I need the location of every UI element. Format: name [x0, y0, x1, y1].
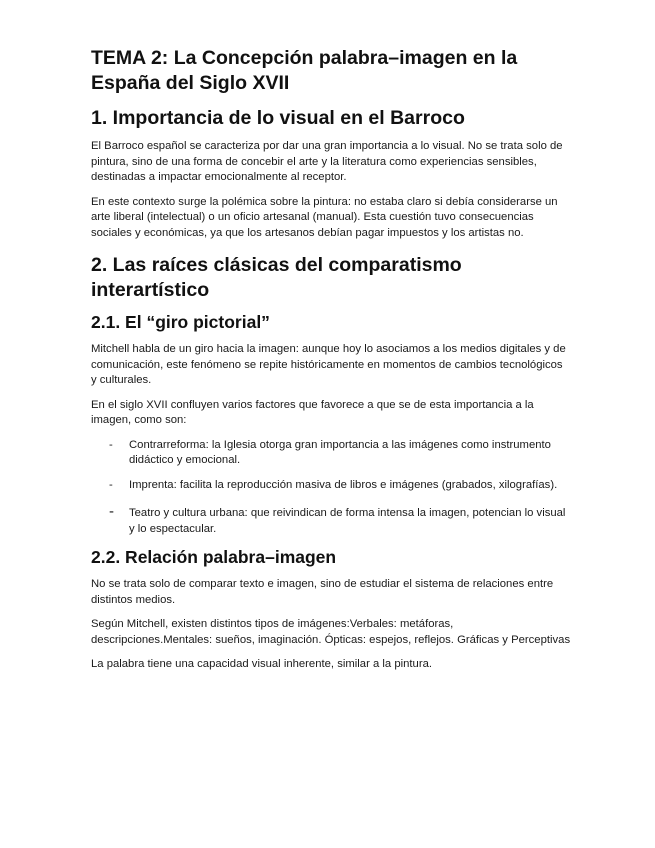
list-item [91, 503, 571, 537]
section-1-paragraph-2: En este contexto surge la polémica sobre la pintura: no estaba claro si debía considerarse un arte liberal (intelectual) o un oficio artesanal (manual). Esta cuestión tuvo consecuencias sociales y económicas, ya que los artesanos debían pagar impuestos y los artistas no. [91, 195, 558, 239]
section-2-1-paragraph-2: En el siglo XVII confluyen varios factores que favorece a que se de esta importancia a la imagen, como son: [91, 398, 534, 426]
section-2-1-heading: 2.1. El “giro pictorial” [91, 312, 270, 332]
section-2-2-paragraph-1: No se trata solo de comparar texto e imagen, sino de estudiar el sistema de relaciones entre distintos medios. [91, 578, 554, 606]
section-1-paragraph-1: El Barroco español se caracteriza por dar una gran importancia a lo visual. No se trata solo de pintura, sino de una forma de concebir el arte y la literatura como experiencias sensibles, destinadas a impactar emocionalmente al receptor. [91, 140, 563, 183]
section-2-2-paragraph-2: Según Mitchell, existen distintos tipos de imágenes:Verbales: metáforas, descripciones.Mentales: sueños, imaginación. Ópticas: espejos, reflejos. Gráficas y Perceptivas [91, 618, 571, 646]
document-page [91, 46, 571, 682]
bullet-marker: - [109, 478, 113, 491]
section-2-2-paragraph-3: La palabra tiene una capacidad visual inherente, similar a la pintura. [91, 658, 433, 670]
section-1-heading: 1. Importancia de lo visual en el Barroco [91, 107, 465, 129]
section-2-2-heading: 2.2. Relación palabra–imagen [91, 547, 337, 567]
list-item [91, 438, 571, 469]
list-item-text: Teatro y cultura urbana: que reivindican de forma intensa la imagen, potencian lo visual y lo espectacular. [129, 507, 566, 535]
list-item-text: Contrarreforma: la Iglesia otorga gran importancia a las imágenes como instrumento didáctico y emocional. [129, 438, 551, 466]
bullet-marker: - [109, 503, 114, 520]
list-item-text: Imprenta: facilita la reproducción masiva de libros e imágenes (grabados, xilografías). [129, 478, 558, 491]
section-2-1-paragraph-1: Mitchell habla de un giro hacia la imagen: aunque hoy lo asociamos a los medios digitales y de comunicación, este fenómeno se repite históricamente en momentos de cambios tecnológicos y culturales. [91, 343, 566, 386]
factors-list [91, 438, 571, 538]
document-title: TEMA 2: La Concepción palabra–imagen en la España del Siglo XVII [91, 47, 518, 94]
list-item [91, 478, 571, 494]
bullet-marker: - [109, 438, 113, 451]
section-2-heading: 2. Las raíces clásicas del comparatismo interartístico [91, 254, 462, 301]
